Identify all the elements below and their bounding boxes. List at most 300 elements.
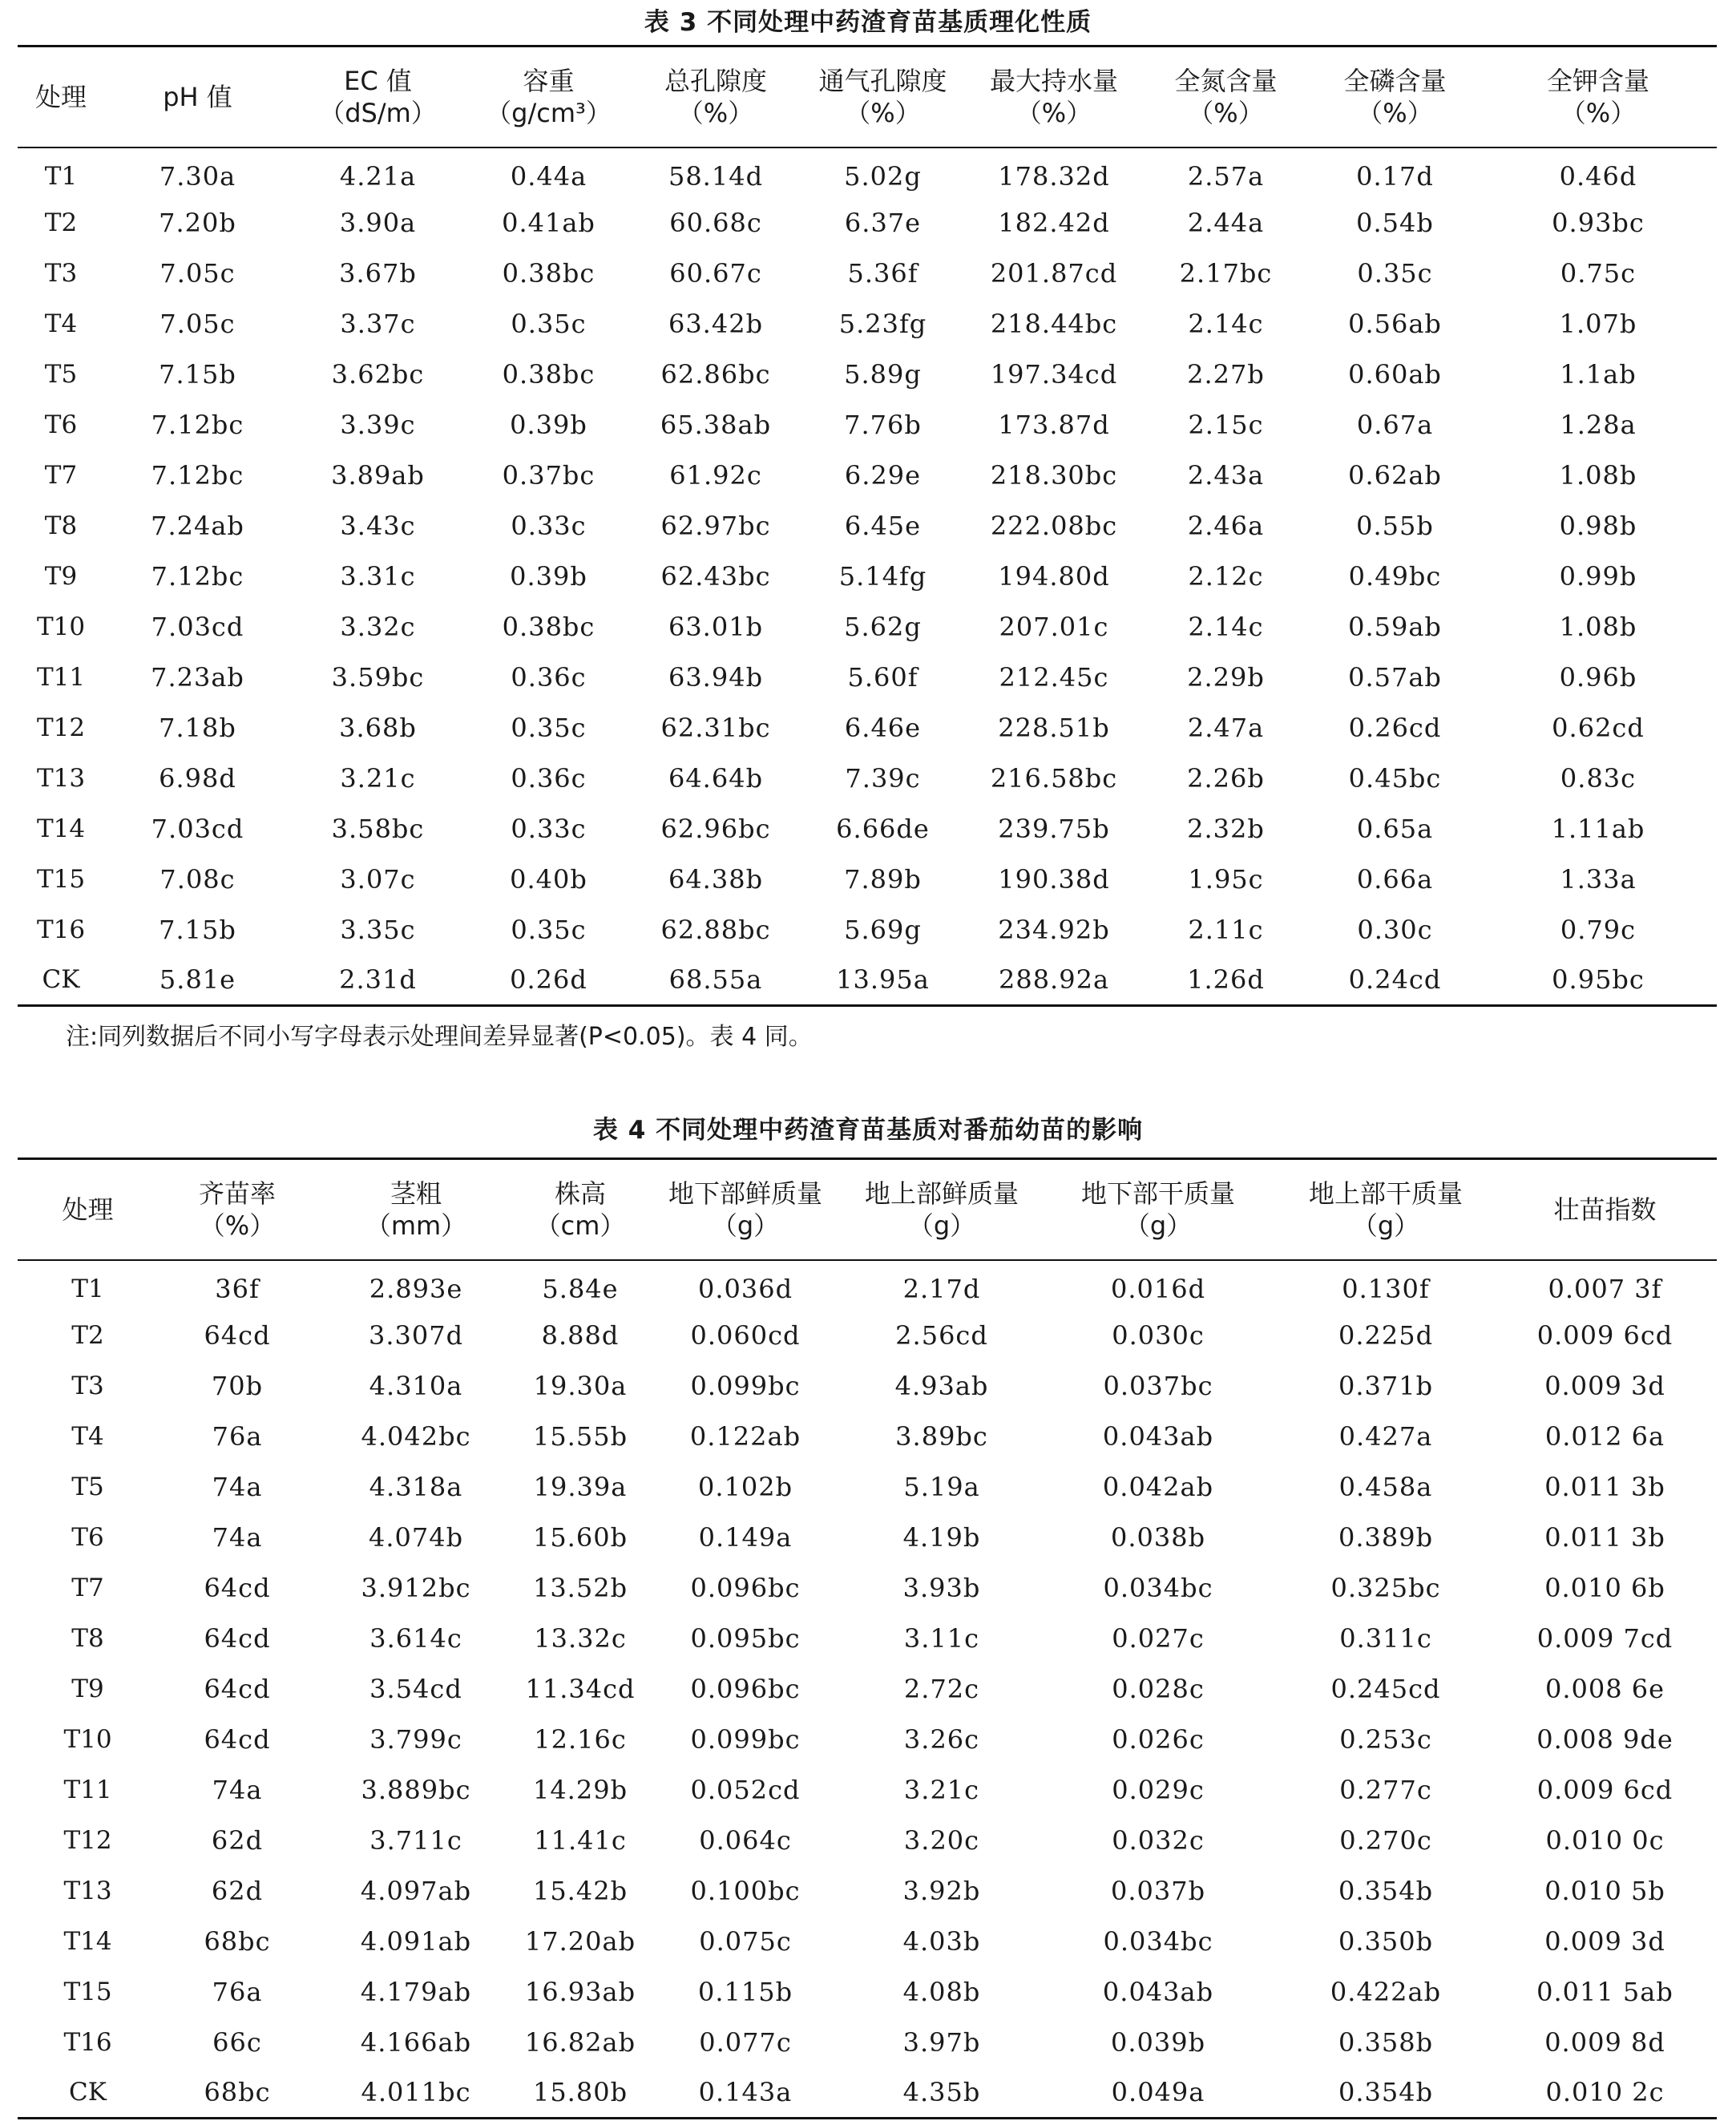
table-cell: 5.84e (542, 1273, 619, 1304)
table-cell: 0.149a (698, 1522, 793, 1553)
table-row (18, 1260, 1717, 1311)
table-cell: 4.166ab (360, 2027, 472, 2058)
table-cell: 5.02g (844, 160, 922, 192)
table-row (18, 804, 1717, 854)
column-header-unit: （%） (1357, 97, 1433, 128)
table-cell: 0.043ab (1102, 1421, 1214, 1452)
treatment-label-cell: T3 (71, 1372, 104, 1400)
table-cell: 2.17bc (1179, 258, 1273, 289)
table-cell: 5.69g (844, 915, 922, 945)
table-cell: 76a (212, 1977, 263, 2007)
table-cell: 4.042bc (361, 1421, 471, 1452)
table-cell: 74a (212, 1775, 263, 1805)
column-header (317, 1159, 515, 1260)
table-cell: 1.1ab (1560, 359, 1637, 390)
table-cell: 4.091ab (360, 1926, 472, 1957)
table-cell: 0.39b (510, 410, 587, 440)
table-cell: 0.042ab (1102, 1472, 1214, 1502)
table-cell: 3.31c (340, 561, 416, 592)
treatment-label-cell: T2 (44, 208, 78, 237)
table-row (18, 703, 1717, 753)
table-cell: 62.88bc (660, 915, 771, 945)
table-cell: 0.24cd (1348, 964, 1442, 996)
table-cell: 3.43c (340, 511, 416, 541)
column-header (1493, 1159, 1717, 1260)
table-cell: 0.45bc (1348, 763, 1442, 794)
treatment-label-cell: T10 (63, 1725, 112, 1754)
table-cell: 0.075c (699, 1926, 792, 1957)
table-cell: 222.08bc (990, 511, 1118, 541)
column-header-unit: （dS/m） (319, 97, 437, 128)
table-cell: 0.67a (1356, 410, 1434, 440)
table4 (18, 1157, 1717, 2119)
column-header-unit: （g） (1124, 1210, 1193, 1241)
table-cell: 2.44a (1187, 208, 1265, 238)
table-cell: 0.012 6a (1544, 1421, 1665, 1452)
column-header-unit: （%） (1560, 97, 1637, 128)
column-header (967, 46, 1141, 147)
table-cell: 0.028c (1112, 1674, 1205, 1704)
table-cell: 0.35c (511, 309, 587, 339)
table-cell: 0.99b (1559, 561, 1637, 592)
column-header (846, 1159, 1038, 1260)
table-row (18, 1917, 1717, 1967)
table-cell: 7.15b (159, 915, 236, 945)
table-cell: 0.33c (511, 814, 587, 844)
table-cell: 7.03cd (151, 814, 244, 844)
treatment-label-cell: T13 (36, 764, 86, 793)
table-cell: 7.12bc (151, 460, 244, 491)
column-header (1310, 46, 1480, 147)
column-header-name: 容重 (523, 65, 575, 96)
table-cell: 2.31d (339, 964, 417, 996)
table3 (18, 45, 1717, 1007)
table-cell: 0.95bc (1552, 964, 1645, 996)
column-header-name: 全磷含量 (1343, 65, 1447, 96)
treatment-label-cell: T7 (71, 1574, 104, 1602)
table-cell: 6.45e (844, 511, 922, 541)
table-cell: 0.143a (698, 2077, 793, 2108)
column-header-name: 全钾含量 (1546, 65, 1649, 96)
column-header-unit: （%） (845, 97, 921, 128)
column-header-name: 处理 (62, 1194, 114, 1225)
column-header (291, 46, 465, 147)
table-cell: 0.65a (1356, 814, 1434, 844)
table-cell: 0.39b (510, 561, 587, 592)
table-cell: 197.34cd (990, 359, 1118, 390)
table-cell: 6.98d (159, 763, 236, 794)
column-header-unit: （g） (907, 1210, 976, 1241)
table-cell: 0.032c (1112, 1825, 1205, 1856)
table-cell: 13.52b (532, 1573, 628, 1603)
table-cell: 0.038b (1110, 1522, 1206, 1553)
column-header (158, 1159, 317, 1260)
table-cell: 3.67b (339, 258, 417, 289)
table-cell: 4.097ab (360, 1876, 472, 1906)
table-row (18, 1311, 1717, 1361)
table-row (18, 501, 1717, 551)
table-cell: 0.052cd (690, 1775, 801, 1805)
table-cell: 5.89g (844, 359, 922, 390)
table-cell: 3.89ab (331, 460, 425, 491)
table-cell: 2.46a (1187, 511, 1265, 541)
table-cell: 0.270c (1339, 1825, 1432, 1856)
table-cell: 4.21a (339, 160, 417, 192)
table-cell: 5.62g (844, 612, 922, 642)
table-cell: 4.93ab (894, 1371, 989, 1401)
table-cell: 64cd (204, 1573, 271, 1603)
table-cell: 15.55b (532, 1421, 628, 1452)
table-cell: 4.35b (902, 2077, 981, 2108)
treatment-label-cell: T15 (63, 1978, 112, 2006)
table-cell: 0.79c (1560, 915, 1637, 945)
table-cell: 1.26d (1187, 964, 1265, 996)
table-cell: 63.01b (668, 612, 764, 642)
treatment-label-cell: T5 (71, 1473, 104, 1501)
treatment-label-cell: T7 (44, 461, 78, 490)
table-row (18, 1664, 1717, 1715)
table-cell: 15.80b (532, 2077, 628, 2108)
treatment-label-cell: T16 (63, 2028, 112, 2057)
table-cell: 0.38bc (502, 359, 595, 390)
treatment-label-cell: T12 (36, 713, 86, 742)
table-cell: 68.55a (668, 964, 763, 996)
table-cell: 0.35c (511, 713, 587, 743)
table-cell: 194.80d (998, 561, 1110, 592)
table-cell: 62.96bc (660, 814, 771, 844)
column-header (799, 46, 967, 147)
table-cell: 228.51b (998, 713, 1110, 743)
column-header (515, 1159, 645, 1260)
column-header-name: 齐苗率 (198, 1178, 276, 1209)
table-cell: 70b (211, 1371, 264, 1401)
table-cell: 0.011 5ab (1536, 1977, 1673, 2007)
table-cell: 3.614c (369, 1623, 462, 1654)
column-header-name: 壮苗指数 (1553, 1194, 1657, 1225)
table-cell: 60.68c (669, 208, 762, 238)
table-cell: 64.38b (668, 864, 764, 895)
table-row (18, 299, 1717, 349)
table-row (18, 955, 1717, 1006)
table-cell: 4.074b (368, 1522, 464, 1553)
table-cell: 201.87cd (990, 258, 1118, 289)
table-cell: 0.46d (1559, 160, 1637, 192)
table-cell: 239.75b (998, 814, 1110, 844)
column-header-name: 地上部干质量 (1308, 1178, 1463, 1209)
table-cell: 62.86bc (660, 359, 771, 390)
column-header-name: 通气孔隙度 (818, 65, 947, 96)
table-cell: 0.102b (697, 1472, 793, 1502)
table-cell: 0.130f (1342, 1273, 1430, 1304)
table-cell: 16.82ab (524, 2027, 636, 2058)
table-cell: 0.010 0c (1545, 1825, 1665, 1856)
table-row (18, 147, 1717, 198)
table-row (18, 652, 1717, 703)
table-cell: 0.17d (1356, 160, 1434, 192)
table-cell: 0.009 7cd (1536, 1623, 1673, 1654)
table-cell: 0.034bc (1103, 1573, 1213, 1603)
table-cell: 1.28a (1560, 410, 1637, 440)
table-cell: 3.307d (368, 1320, 464, 1351)
table-cell: 2.47a (1187, 713, 1265, 743)
table-cell: 19.39a (533, 1472, 628, 1502)
column-header-unit: （%） (677, 97, 754, 128)
table-cell: 0.49bc (1348, 561, 1442, 592)
table-cell: 2.43a (1187, 460, 1265, 491)
table-cell: 0.40b (510, 864, 587, 895)
table-cell: 7.89b (844, 864, 922, 895)
table-cell: 0.099bc (690, 1371, 801, 1401)
table-cell: 0.095bc (690, 1623, 801, 1654)
column-header (18, 46, 104, 147)
table-cell: 0.350b (1338, 1926, 1434, 1957)
table-cell: 76a (212, 1421, 263, 1452)
table-cell: 0.57ab (1348, 662, 1442, 693)
table-cell: 3.35c (340, 915, 416, 945)
treatment-label-cell: T6 (44, 410, 78, 439)
column-header (104, 46, 291, 147)
table-cell: 12.16c (534, 1724, 627, 1755)
table-cell: 0.96b (1559, 662, 1637, 693)
table-cell: 0.009 6cd (1536, 1775, 1673, 1805)
table-cell: 0.049a (1111, 2077, 1205, 2108)
table-cell: 0.037b (1110, 1876, 1206, 1906)
table-cell: 4.310a (369, 1371, 463, 1401)
table-cell: 0.33c (511, 511, 587, 541)
table3-caption: 表 3 不同处理中药渣育苗基质理化性质 (644, 8, 1092, 37)
table-row (18, 198, 1717, 248)
table-cell: 178.32d (998, 160, 1110, 192)
table-cell: 6.46e (844, 713, 922, 743)
table-cell: 4.318a (369, 1472, 463, 1502)
column-header-unit: （%） (1188, 97, 1264, 128)
table-cell: 0.30c (1357, 915, 1433, 945)
table-cell: 0.036d (697, 1273, 793, 1304)
treatment-label-cell: T16 (36, 915, 86, 944)
table-row (18, 1715, 1717, 1765)
table-row (18, 1866, 1717, 1917)
table-cell: 0.44a (510, 160, 587, 192)
treatment-label-cell: T14 (63, 1927, 112, 1956)
table-row (18, 2068, 1717, 2119)
table-cell: 0.62cd (1552, 713, 1645, 743)
table-cell: 62.31bc (660, 713, 771, 743)
table-cell: 0.029c (1112, 1775, 1205, 1805)
table-cell: 3.889bc (361, 1775, 471, 1805)
table-row (18, 1614, 1717, 1664)
table-row (18, 248, 1717, 299)
table-row (18, 551, 1717, 602)
table-cell: 0.034bc (1103, 1926, 1213, 1957)
table-cell: 3.26c (903, 1724, 980, 1755)
table-cell: 62d (211, 1825, 264, 1856)
table-cell: 3.90a (339, 208, 417, 238)
table-cell: 1.95c (1188, 864, 1264, 895)
table-cell: 0.311c (1339, 1623, 1432, 1654)
table4-header-row (18, 1159, 1717, 1260)
table-cell: 1.08b (1559, 460, 1637, 491)
table-cell: 1.08b (1559, 612, 1637, 642)
table-cell: 4.03b (902, 1926, 981, 1957)
column-header (465, 46, 632, 147)
table-cell: 0.060cd (690, 1320, 801, 1351)
table-cell: 13.95a (836, 964, 930, 996)
table-cell: 0.389b (1338, 1522, 1434, 1553)
table-cell: 216.58bc (990, 763, 1118, 794)
table-row (18, 2018, 1717, 2068)
treatment-label-cell: T13 (63, 1877, 112, 1905)
column-header (1278, 1159, 1493, 1260)
table-cell: 7.30a (159, 160, 236, 192)
table-cell: 0.38bc (502, 612, 595, 642)
table-cell: 65.38ab (660, 410, 772, 440)
table-cell: 0.009 8d (1544, 2027, 1665, 2058)
table-cell: 60.67c (669, 258, 762, 289)
table-cell: 0.026c (1112, 1724, 1205, 1755)
table-cell: 0.010 5b (1544, 1876, 1665, 1906)
table-cell: 3.97b (902, 2027, 981, 2058)
table-cell: 64.64b (668, 763, 764, 794)
table-cell: 0.26d (510, 964, 587, 996)
table-row (18, 1816, 1717, 1866)
table-cell: 6.66de (836, 814, 930, 844)
table-cell: 218.30bc (990, 460, 1118, 491)
table-cell: 3.32c (340, 612, 416, 642)
column-header-unit: （g/cm³） (486, 97, 612, 128)
table-cell: 2.32b (1187, 814, 1265, 844)
column-header-unit: （g） (1351, 1210, 1420, 1241)
table-row (18, 1765, 1717, 1816)
table-cell: 6.37e (844, 208, 922, 238)
treatment-label-cell: T11 (63, 1776, 112, 1804)
column-header-name: 地上部鲜质量 (864, 1178, 1019, 1209)
table-cell: 5.14fg (838, 561, 927, 592)
table-cell: 234.92b (998, 915, 1110, 945)
table-row (18, 1462, 1717, 1513)
table-cell: 2.26b (1187, 763, 1265, 794)
table-cell: 3.799c (369, 1724, 462, 1755)
table-cell: 63.42b (668, 309, 764, 339)
treatment-label-cell: T9 (44, 562, 78, 591)
table-row (18, 753, 1717, 804)
table-cell: 5.19a (903, 1472, 980, 1502)
table-cell: 2.56cd (895, 1320, 988, 1351)
table-cell: 3.21c (903, 1775, 980, 1805)
table-cell: 1.33a (1560, 864, 1637, 895)
table-cell: 0.096bc (690, 1674, 801, 1704)
table-cell: 64cd (204, 1623, 271, 1654)
table-row (18, 450, 1717, 501)
column-header (645, 1159, 846, 1260)
table-cell: 3.92b (902, 1876, 981, 1906)
table-cell: 3.58bc (331, 814, 425, 844)
table-cell: 3.54cd (369, 1674, 462, 1704)
table-cell: 7.05c (159, 309, 236, 339)
table3-note: 注:同列数据后不同小写字母表示处理间差异显著(P<0.05)。表 4 同。 (66, 1023, 813, 1051)
table-cell: 36f (215, 1273, 260, 1304)
table-cell: 4.011bc (361, 2077, 471, 2108)
table-cell: 4.19b (902, 1522, 981, 1553)
table-cell: 8.88d (541, 1320, 620, 1351)
table-cell: 3.93b (902, 1573, 981, 1603)
table-cell: 0.100bc (690, 1876, 801, 1906)
table-cell: 0.358b (1338, 2027, 1434, 2058)
table-cell: 0.371b (1338, 1371, 1434, 1401)
table-cell: 7.39c (845, 763, 921, 794)
column-header-unit: （cm） (535, 1210, 626, 1241)
table-cell: 2.14c (1188, 612, 1264, 642)
table-cell: 0.36c (511, 662, 587, 693)
table-cell: 5.81e (159, 964, 236, 996)
table-cell: 6.29e (844, 460, 922, 491)
table-cell: 2.72c (903, 1674, 980, 1704)
table-cell: 0.83c (1560, 763, 1637, 794)
table-cell: 3.11c (903, 1623, 980, 1654)
table-cell: 62.97bc (660, 511, 771, 541)
table-cell: 0.030c (1112, 1320, 1205, 1351)
table-cell: 62d (211, 1876, 264, 1906)
table-cell: 63.94b (668, 662, 764, 693)
table-cell: 212.45c (999, 662, 1109, 693)
table-cell: 5.36f (847, 258, 918, 289)
table-cell: 17.20ab (524, 1926, 636, 1957)
table-cell: 14.29b (532, 1775, 628, 1805)
column-header-name: 全氮含量 (1174, 65, 1278, 96)
table-cell: 0.011 3b (1544, 1472, 1665, 1502)
table-cell: 182.42d (998, 208, 1110, 238)
table-cell: 0.009 3d (1544, 1926, 1665, 1957)
treatment-label-cell: T1 (44, 161, 78, 191)
table-cell: 3.37c (340, 309, 416, 339)
table-cell: 0.122ab (689, 1421, 801, 1452)
column-header-name: pH 值 (163, 81, 232, 112)
table-cell: 4.08b (902, 1977, 981, 2007)
table-cell: 3.89bc (895, 1421, 988, 1452)
table-cell: 0.59ab (1348, 612, 1442, 642)
treatment-label-cell: CK (69, 2078, 107, 2107)
table-cell: 0.93bc (1552, 208, 1645, 238)
table-cell: 0.253c (1339, 1724, 1432, 1755)
table-cell: 2.57a (1187, 160, 1265, 192)
table-cell: 1.11ab (1551, 814, 1645, 844)
treatment-label-cell: T4 (44, 309, 78, 338)
table-cell: 0.35c (511, 915, 587, 945)
table-cell: 173.87d (998, 410, 1110, 440)
table-cell: 0.016d (1110, 1273, 1206, 1304)
table-cell: 2.27b (1187, 359, 1265, 390)
treatment-label-cell: T12 (63, 1826, 112, 1855)
table-cell: 2.893e (369, 1273, 463, 1304)
table-row (18, 1563, 1717, 1614)
table-cell: 0.98b (1559, 511, 1637, 541)
table-cell: 16.93ab (524, 1977, 636, 2007)
table-cell: 3.912bc (361, 1573, 471, 1603)
table-cell: 64cd (204, 1724, 271, 1755)
table-cell: 11.41c (534, 1825, 627, 1856)
table-cell: 3.68b (339, 713, 417, 743)
table-cell: 66c (212, 2027, 262, 2058)
table-cell: 0.354b (1338, 2077, 1434, 2108)
table-cell: 7.12bc (151, 410, 244, 440)
table-cell: 64cd (204, 1674, 271, 1704)
table-cell: 2.29b (1187, 662, 1265, 693)
table-cell: 7.15b (159, 359, 236, 390)
table-cell: 0.225d (1338, 1320, 1434, 1351)
table-cell: 0.35c (1357, 258, 1433, 289)
table-cell: 61.92c (669, 460, 762, 491)
table-cell: 5.23fg (838, 309, 927, 339)
treatment-label-cell: T15 (36, 865, 86, 894)
